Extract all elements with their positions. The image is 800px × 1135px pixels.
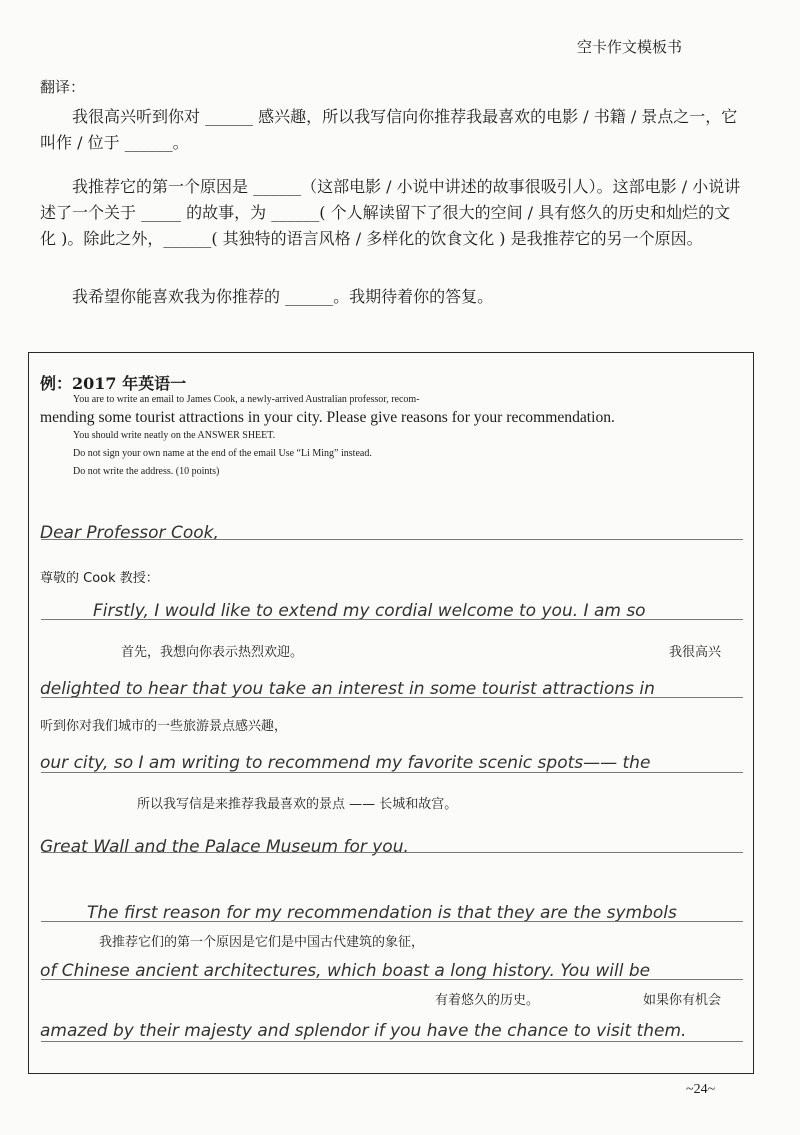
translation-paragraph-1: 我很高兴听到你对 ______ 感兴趣，所以我写信向你推荐我最喜欢的电影 / 书籍 / 景点之一，它叫作 / 位于 ______。 <box>40 107 738 152</box>
writing-line <box>41 1041 743 1042</box>
essay-line: amazed by their majesty and splendor if you have the chance to visit them. <box>40 1021 687 1041</box>
writing-line <box>41 979 743 980</box>
writing-line <box>41 619 743 620</box>
prompt-line: You should write neatly on the ANSWER SHEET. <box>73 430 276 441</box>
line-translation-right: 我很高兴 <box>669 645 722 660</box>
translation-label: 翻译： <box>40 78 86 96</box>
prompt-line: mending some tourist attractions in your city. Please give reasons for your recommendation. <box>40 409 615 426</box>
translation-paragraph-3: 我希望你能喜欢我为你推荐的 ______。我期待着你的答复。 <box>72 287 494 306</box>
page-number: ~24~ <box>686 1082 716 1097</box>
writing-line <box>41 772 743 773</box>
writing-line <box>41 539 743 540</box>
line-translation: 首先，我想向你表示热烈欢迎。 <box>121 645 304 660</box>
line-translation: 所以我写信是来推荐我最喜欢的景点 —— 长城和故宫。 <box>137 797 458 812</box>
essay-line: The first reason for my recommendation is that they are the symbols <box>87 903 677 923</box>
essay-line: Great Wall and the Palace Museum for you. <box>40 837 409 857</box>
line-translation-right: 如果你有机会 <box>643 993 722 1008</box>
prompt-line: You are to write an email to James Cook, a newly-arrived Australian professor, recom- <box>73 394 420 405</box>
line-translation: 我推荐它们的第一个原因是它们是中国古代建筑的象征， <box>99 935 425 950</box>
line-translation: 有着悠久的历史。 <box>435 993 540 1008</box>
running-header: 空卡作文模板书 <box>576 38 682 56</box>
line-translation: 听到你对我们城市的一些旅游景点感兴趣， <box>40 719 288 734</box>
essay-line: delighted to hear that you take an interest in some tourist attractions in <box>40 679 655 699</box>
salutation: Dear Professor Cook, <box>40 523 219 543</box>
prompt-line: Do not write the address. (10 points) <box>73 466 220 477</box>
salutation-translation: 尊敬的 Cook 教授： <box>40 571 159 586</box>
essay-line: Firstly, I would like to extend my cordial welcome to you. I am so <box>93 601 646 621</box>
writing-line <box>41 852 743 853</box>
essay-line: of Chinese ancient architectures, which boast a long history. You will be <box>40 961 651 981</box>
example-title: 例：2017 年英语一 <box>40 374 187 393</box>
writing-line <box>41 921 743 922</box>
writing-line <box>41 697 743 698</box>
essay-line: our city, so I am writing to recommend my favorite scenic spots—— the <box>40 753 651 773</box>
translation-paragraph-2: 我推荐它的第一个原因是 ______（这部电影 / 小说中讲述的故事很吸引人）。这部电影 / 小说讲述了一个关于 _____ 的故事，为 ______( 个人解读留下了很大的空间 / 具有悠久的历史和灿烂的文化 )。除此之外，______( 其独特的语言风格 / 多样化的饮食文化 ) 是我推荐它的另一个原因。 <box>40 177 741 248</box>
prompt-line: Do not sign your own name at the end of the email Use “Li Ming” instead. <box>73 448 372 459</box>
example-box <box>28 352 754 1074</box>
